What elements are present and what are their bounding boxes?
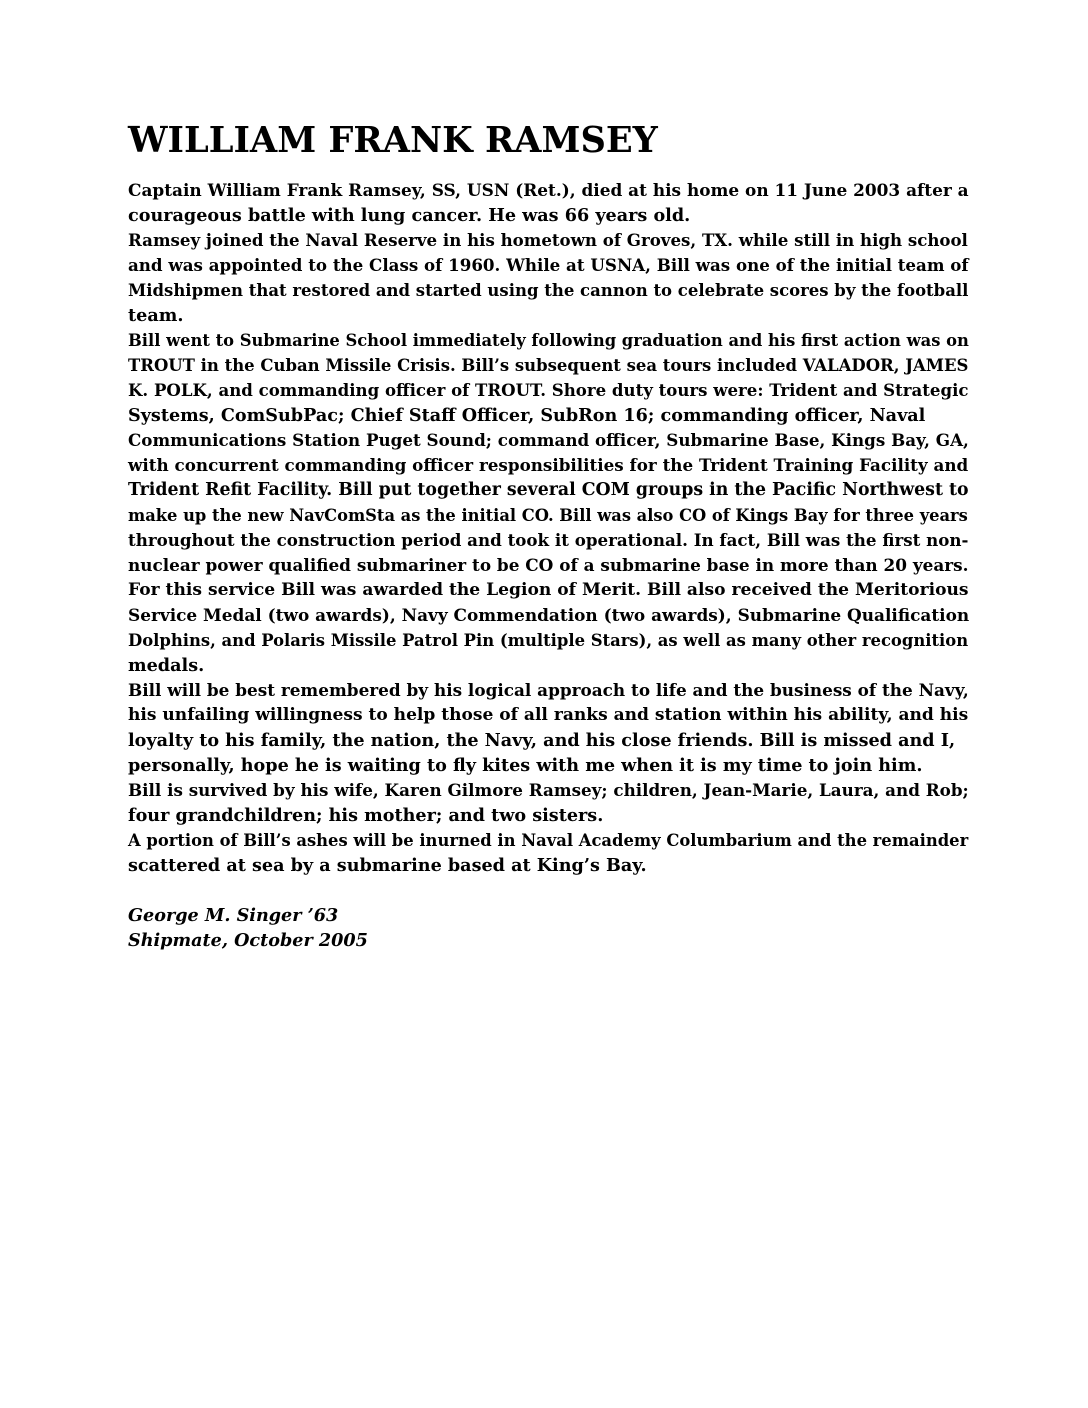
signature-block — [128, 903, 973, 953]
obituary-title: WILLIAM FRANK RAMSEY — [128, 120, 658, 161]
obituary-body — [128, 178, 973, 878]
paragraph — [128, 328, 973, 678]
paragraph — [128, 778, 973, 828]
document-content — [128, 120, 973, 953]
paragraph-line: throughout the construction period and took it operational. In fact, Bill was the first non- — [128, 530, 969, 550]
paragraph-line: with concurrent commanding officer responsibilities for the Trident Training Facility and — [128, 455, 969, 475]
paragraph-line: Bill is survived by his wife, Karen Gilmore Ramsey; children, Jean-Marie, Laura, and Rob; — [128, 780, 969, 800]
paragraph-line: nuclear power qualified submariner to be CO of a submarine base in more than 20 years. — [128, 555, 969, 575]
paragraph-line: courageous battle with lung cancer. He was 66 years old. — [128, 205, 691, 226]
paragraph-line: Ramsey joined the Naval Reserve in his hometown of Groves, TX. while still in high school — [128, 230, 968, 250]
paragraph-line: personally, hope he is waiting to fly kites with me when it is my time to join him. — [128, 755, 923, 776]
paragraph-line: Midshipmen that restored and started using the cannon to celebrate scores by the football — [128, 281, 969, 300]
paragraph-line: his unfailing willingness to help those of all ranks and station within his ability, and his — [128, 705, 969, 725]
paragraph — [128, 828, 973, 878]
paragraph-line: make up the new NavComSta as the initial CO. Bill was also CO of Kings Bay for three years — [128, 506, 968, 525]
paragraph-line: K. POLK, and commanding officer of TROUT. Shore duty tours were: Trident and Strategic — [128, 380, 969, 400]
paragraph-line: scattered at sea by a submarine based at King’s Bay. — [128, 855, 647, 876]
paragraph-line: medals. — [128, 655, 205, 676]
paragraph-line: and was appointed to the Class of 1960. While at USNA, Bill was one of the initial team of — [128, 255, 969, 275]
signature-spacer — [128, 878, 973, 903]
signature-author: George M. Singer ’63 — [128, 905, 339, 926]
paragraph-line: loyalty to his family, the nation, the Navy, and his close friends. Bill is missed and I, — [128, 730, 956, 751]
paragraph — [128, 678, 973, 778]
paragraph-line: Systems, ComSubPac; Chief Staff Officer, SubRon 16; commanding officer, Naval — [128, 405, 926, 426]
paragraph — [128, 228, 973, 328]
paragraph-line: Bill will be best remembered by his logical approach to life and the business of the Navy, — [128, 680, 969, 700]
paragraph-line: Trident Refit Facility. Bill put together several COM groups in the Pacific Northwest to — [128, 480, 969, 500]
paragraph-line: Dolphins, and Polaris Missile Patrol Pin (multiple Stars), as well as many other recognition — [128, 631, 969, 650]
signature-source: Shipmate, October 2005 — [128, 930, 368, 951]
paragraph-line: Service Medal (two awards), Navy Commendation (two awards), Submarine Qualification — [128, 605, 970, 625]
paragraph-line: Bill went to Submarine School immediately following graduation and his first action was on — [128, 331, 969, 350]
paragraph-line: For this service Bill was awarded the Legion of Merit. Bill also received the Meritorious — [128, 580, 969, 600]
paragraph — [128, 178, 973, 228]
paragraph-line: team. — [128, 305, 184, 326]
paragraph-line: four grandchildren; his mother; and two sisters. — [128, 805, 604, 826]
paragraph-line: TROUT in the Cuban Missile Crisis. Bill’s subsequent sea tours included VALADOR, JAMES — [128, 356, 969, 375]
paragraph-line: Communications Station Puget Sound; command officer, Submarine Base, Kings Bay, GA, — [128, 430, 969, 450]
paragraph-line: A portion of Bill’s ashes will be inurned in Naval Academy Columbarium and the remainder — [128, 831, 969, 850]
paragraph-line: Captain William Frank Ramsey, SS, USN (Ret.), died at his home on 11 June 2003 after a — [128, 180, 969, 200]
